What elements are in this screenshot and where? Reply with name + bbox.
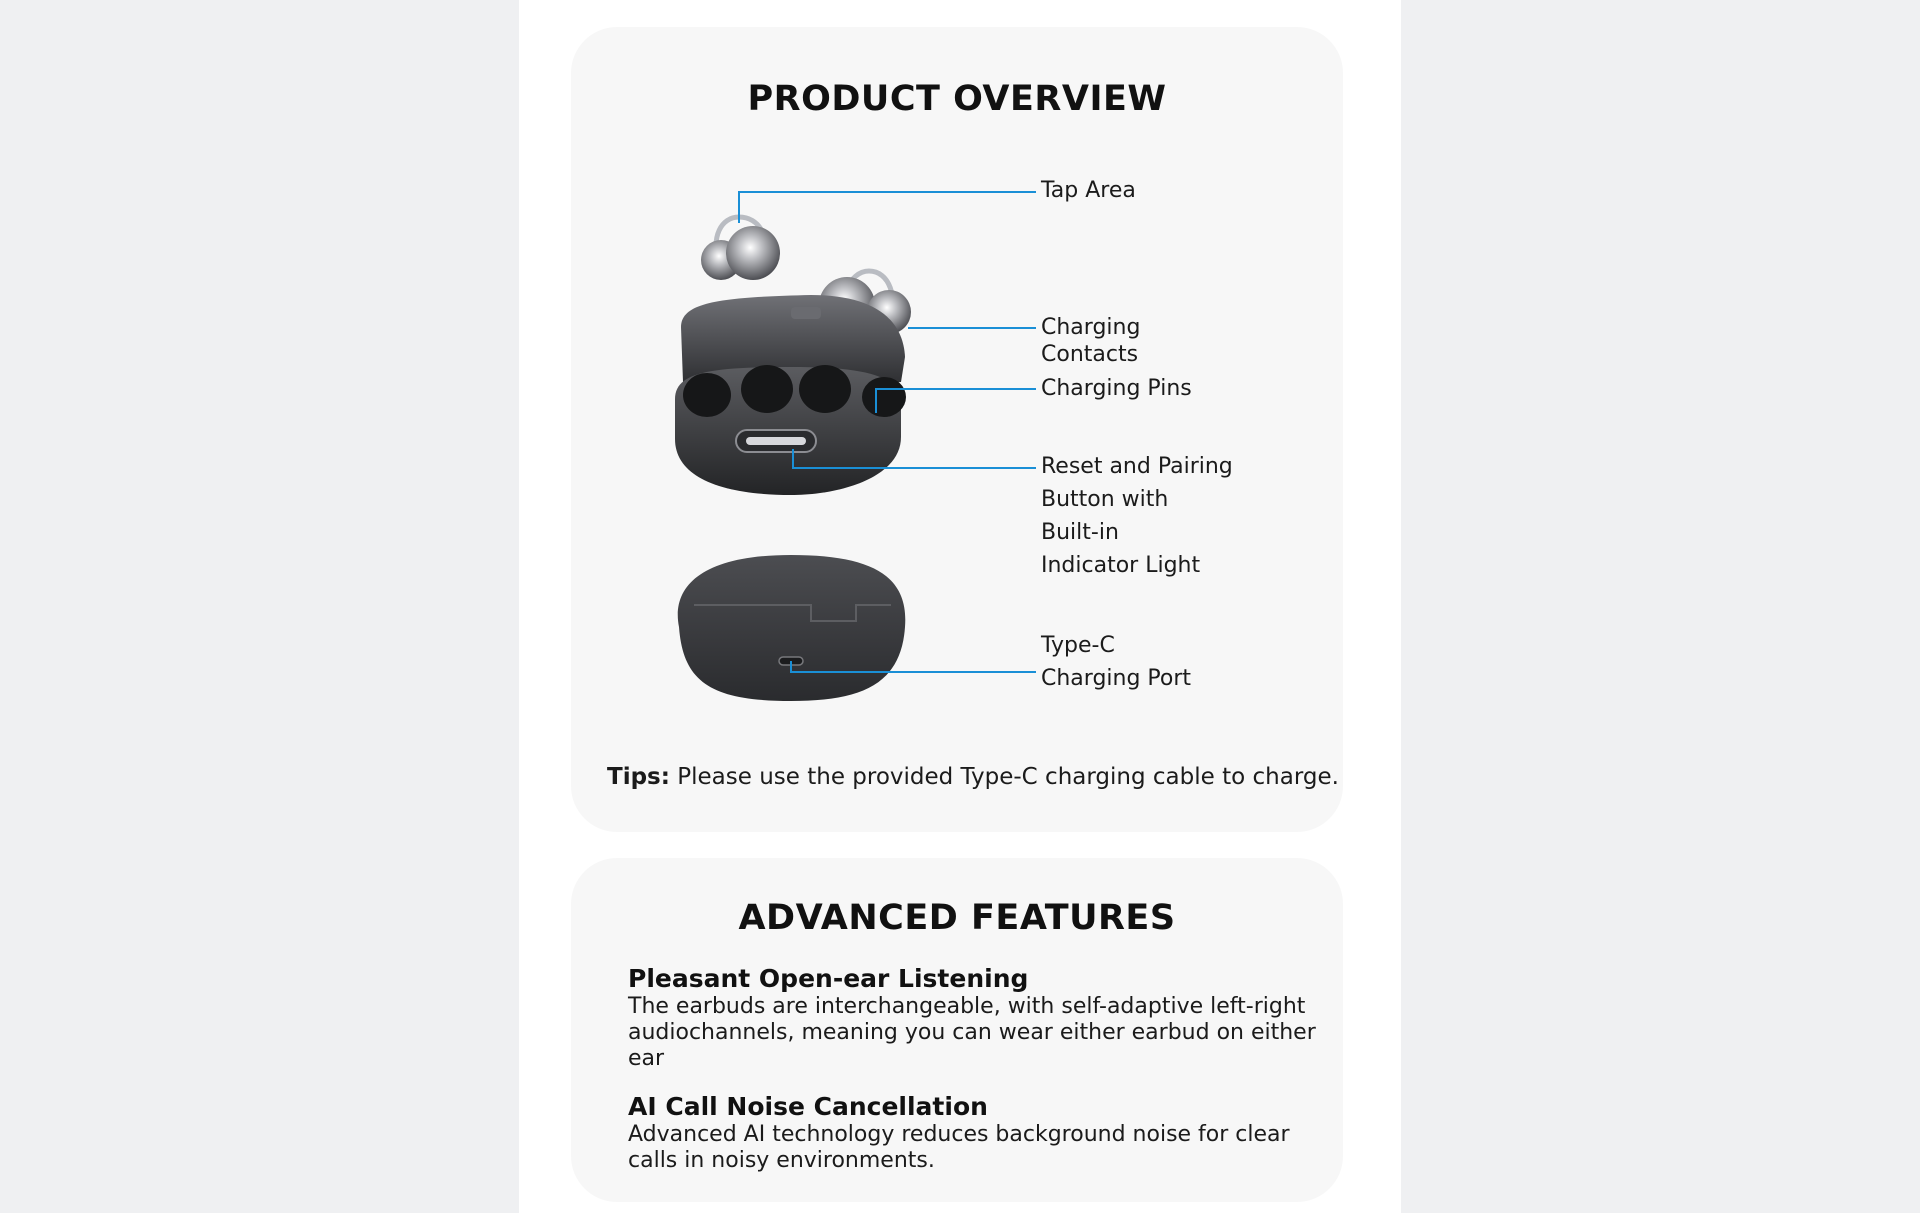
feature-description [628,994,1328,1072]
leader-tap-area [739,192,1036,223]
callout-line: Charging [1041,315,1141,340]
callout-line: Charging Pins [1041,376,1192,401]
tips-label: Tips: [607,764,670,790]
feature-line: ear [628,1046,665,1071]
product-overview-card [571,27,1343,832]
callout-line: Indicator Light [1041,553,1201,578]
callout-line: Charging Port [1041,666,1192,691]
callout-charging-contacts [1041,311,1140,371]
callout-tap-area [1041,174,1136,207]
callout-line: Type-C [1041,633,1115,658]
earbud-left [701,217,780,280]
callout-line: Tap Area [1041,178,1136,203]
callout-type-c [1041,629,1191,695]
advanced-features-card [571,858,1343,1202]
feature-line: calls in noisy environments. [628,1148,935,1173]
callout-line: Contacts [1041,342,1139,367]
earbuds-diagram [571,27,1343,832]
feature-line: The earbuds are interchangeable, with self-adaptive left-right [628,994,1306,1019]
tips-note [607,764,1339,790]
product-overview-title: PRODUCT OVERVIEW [747,79,1167,119]
feature-line: Advanced AI technology reduces background noise for clear [628,1122,1290,1147]
tips-text: Please use the provided Type-C charging cable to charge. [669,764,1339,790]
closed-case [678,555,906,701]
callout-reset-button [1041,450,1233,582]
open-case [675,295,906,495]
feature-heading: AI Call Noise Cancellation [628,1092,988,1121]
callout-charging-pins [1041,372,1192,405]
callout-line: Reset and Pairing [1041,454,1233,479]
callout-line: Built-in [1041,520,1119,545]
feature-item [628,1092,1328,1174]
content-column [519,0,1401,1213]
feature-item [628,964,1328,1072]
callout-line: Button with [1041,487,1169,512]
feature-heading: Pleasant Open-ear Listening [628,964,1029,993]
advanced-features-title: ADVANCED FEATURES [738,898,1176,938]
feature-line: audiochannels, meaning you can wear either earbud on either [628,1020,1316,1045]
feature-description [628,1122,1328,1174]
